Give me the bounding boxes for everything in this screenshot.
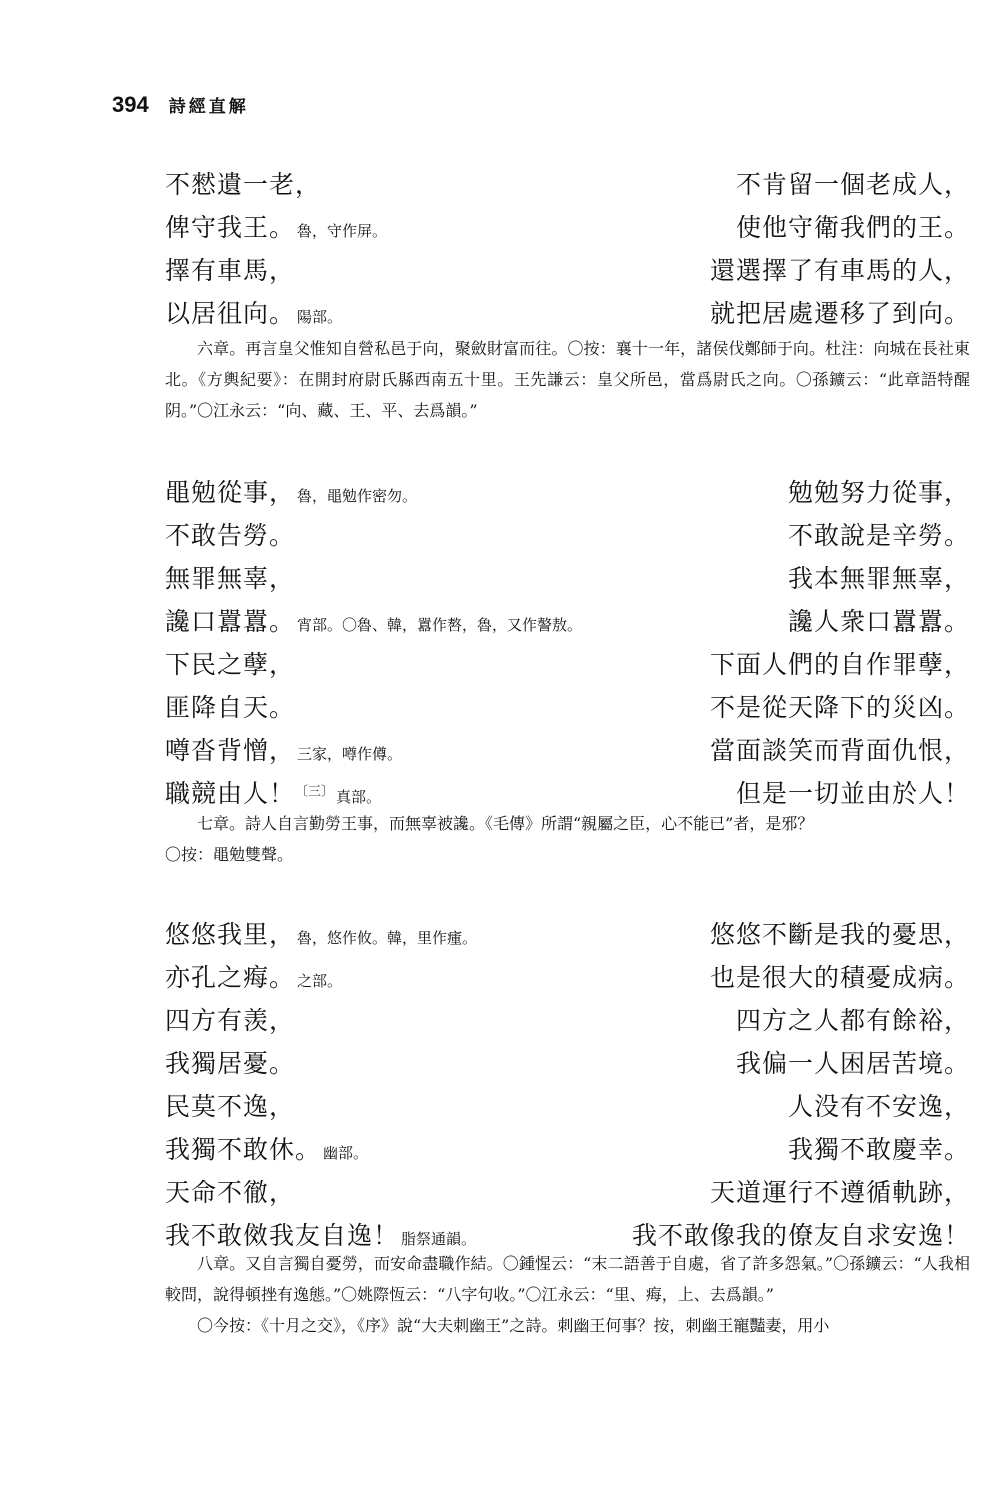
verse-translation: 當面談笑而背面仇恨， bbox=[709, 736, 970, 765]
commentary-text: 八章。又自言獨自憂勞，而安命盡職作結。〇鍾惺云：“末二語善于自處，省了許多怨氣。”〇孫鑛云：“人我相較問，說得頓挫有逸態。”〇姚際恆云：“八字句收。”〇江永云：“里、痗，上、去爲韻。” bbox=[165, 1254, 970, 1304]
verse-translation: 我偏一人困居苦境。 bbox=[735, 1049, 970, 1078]
verse-original: 不憖遺一老， bbox=[165, 170, 322, 199]
verse-line bbox=[165, 731, 970, 774]
verse-line bbox=[165, 688, 970, 731]
verse-translation: 就把居處遷移了到向。 bbox=[709, 299, 970, 328]
verse-original: 匪降自天。 bbox=[165, 693, 296, 722]
verse-line bbox=[165, 1001, 970, 1044]
verse-original: 我不敢傚我友自逸！ 脂祭通韻。 bbox=[165, 1221, 477, 1250]
verse-line bbox=[165, 208, 970, 251]
commentary-7 bbox=[165, 808, 970, 870]
footnote-marker: 〔三〕 bbox=[295, 784, 335, 800]
verse-line bbox=[165, 645, 970, 688]
verse-line bbox=[165, 958, 970, 1001]
verse-translation: 天道運行不遵循軌跡， bbox=[709, 1178, 970, 1207]
verse-original: 俾守我王。 魯，守作屏。 bbox=[165, 213, 388, 242]
verse-translation: 人没有不安逸， bbox=[787, 1092, 970, 1121]
verse-line bbox=[165, 516, 970, 559]
verse-translation: 勉勉努力從事， bbox=[787, 478, 970, 507]
verse-line bbox=[165, 1173, 970, 1216]
verse-original: 職競由人！$^{〔三〕}$ 真部。 bbox=[165, 779, 382, 808]
verse-line bbox=[165, 559, 970, 602]
verse-line bbox=[165, 915, 970, 958]
verse-original: 民莫不逸， bbox=[165, 1092, 296, 1121]
verse-original: 亦孔之痗。 之部。 bbox=[165, 963, 343, 992]
verse-original: 我獨居憂。 bbox=[165, 1049, 296, 1078]
verse-line bbox=[165, 1044, 970, 1087]
commentary-6 bbox=[165, 333, 970, 426]
verse-translation: 但是一切並由於人！ bbox=[735, 779, 970, 808]
verse-original: 不敢告勞。 bbox=[165, 521, 296, 550]
verse-translation: 悠悠不斷是我的憂思， bbox=[709, 920, 970, 949]
page-header bbox=[112, 92, 249, 122]
verse-line bbox=[165, 251, 970, 294]
verse-original: 噂沓背憎， 三家，噂作僔。 bbox=[165, 736, 403, 765]
verse-original: 天命不徹， bbox=[165, 1178, 296, 1207]
verse-original: 以居徂向。 陽部。 bbox=[165, 299, 343, 328]
verse-line bbox=[165, 294, 970, 337]
verse-original: 讒口囂囂。 宵部。〇魯、韓，囂作嗸，魯，又作謷敖。 bbox=[165, 607, 583, 636]
verse-translation: 四方之人都有餘裕， bbox=[735, 1006, 970, 1035]
verse-translation: 我本無罪無辜， bbox=[787, 564, 970, 593]
final-note: 〇今按：《十月之交》，《序》說“大夫刺幽王”之詩。刺幽王何事？按，刺幽王寵豔妻，用小 bbox=[197, 1316, 830, 1335]
book-title: 詩經直解 bbox=[168, 97, 249, 117]
verse-translation: 使他守衛我們的王。 bbox=[735, 213, 970, 242]
commentary-text: 〇按：黽勉雙聲。 bbox=[165, 845, 294, 864]
stanza-8 bbox=[165, 915, 970, 1259]
page-number: 394 bbox=[112, 92, 149, 117]
verse-translation: 也是很大的積憂成病。 bbox=[709, 963, 970, 992]
verse-translation: 讒人衆口囂囂。 bbox=[787, 607, 970, 636]
commentary-text: 七章。詩人自言勤勞王事，而無辜被讒。《毛傳》所謂“親屬之臣，心不能已”者，是邪？ bbox=[197, 814, 814, 833]
verse-translation: 不敢說是辛勞。 bbox=[787, 521, 970, 550]
verse-original: 無罪無辜， bbox=[165, 564, 296, 593]
verse-original: 下民之孽， bbox=[165, 650, 296, 679]
verse-translation: 我不敢像我的僚友自求安逸！ bbox=[631, 1221, 970, 1250]
verse-translation: 不肯留一個老成人， bbox=[735, 170, 970, 199]
verse-translation: 下面人們的自作罪孽， bbox=[709, 650, 970, 679]
verse-translation: 還選擇了有車馬的人， bbox=[709, 256, 970, 285]
stanza-7 bbox=[165, 473, 970, 817]
verse-line bbox=[165, 473, 970, 516]
stanza-6 bbox=[165, 165, 970, 337]
verse-line bbox=[165, 1130, 970, 1173]
commentary-text: 六章。再言皇父惟知自營私邑于向，聚斂財富而往。〇按：襄十一年，諸侯伐鄭師于向。杜注：向城在長社東北。《方輿紀要》：在開封府尉氏縣西南五十里。王先謙云：皇父所邑，當爲尉氏之向。〇孫鑛云：“此章語特醒阴。”〇江永云：“向、藏、王、平、去爲韻。” bbox=[165, 339, 970, 420]
verse-line bbox=[165, 165, 970, 208]
verse-original: 黽勉從事， 魯，黽勉作密勿。 bbox=[165, 478, 418, 507]
verse-translation: 不是從天降下的災凶。 bbox=[709, 693, 970, 722]
verse-translation: 我獨不敢慶幸。 bbox=[787, 1135, 970, 1164]
verse-original: 擇有車馬， bbox=[165, 256, 296, 285]
verse-line bbox=[165, 1087, 970, 1130]
verse-original: 我獨不敢休。 幽部。 bbox=[165, 1135, 369, 1164]
verse-line bbox=[165, 602, 970, 645]
verse-original: 四方有羡， bbox=[165, 1006, 296, 1035]
verse-original: 悠悠我里， 魯，悠作攸。韓，里作瘇。 bbox=[165, 920, 478, 949]
commentary-8 bbox=[165, 1248, 970, 1341]
